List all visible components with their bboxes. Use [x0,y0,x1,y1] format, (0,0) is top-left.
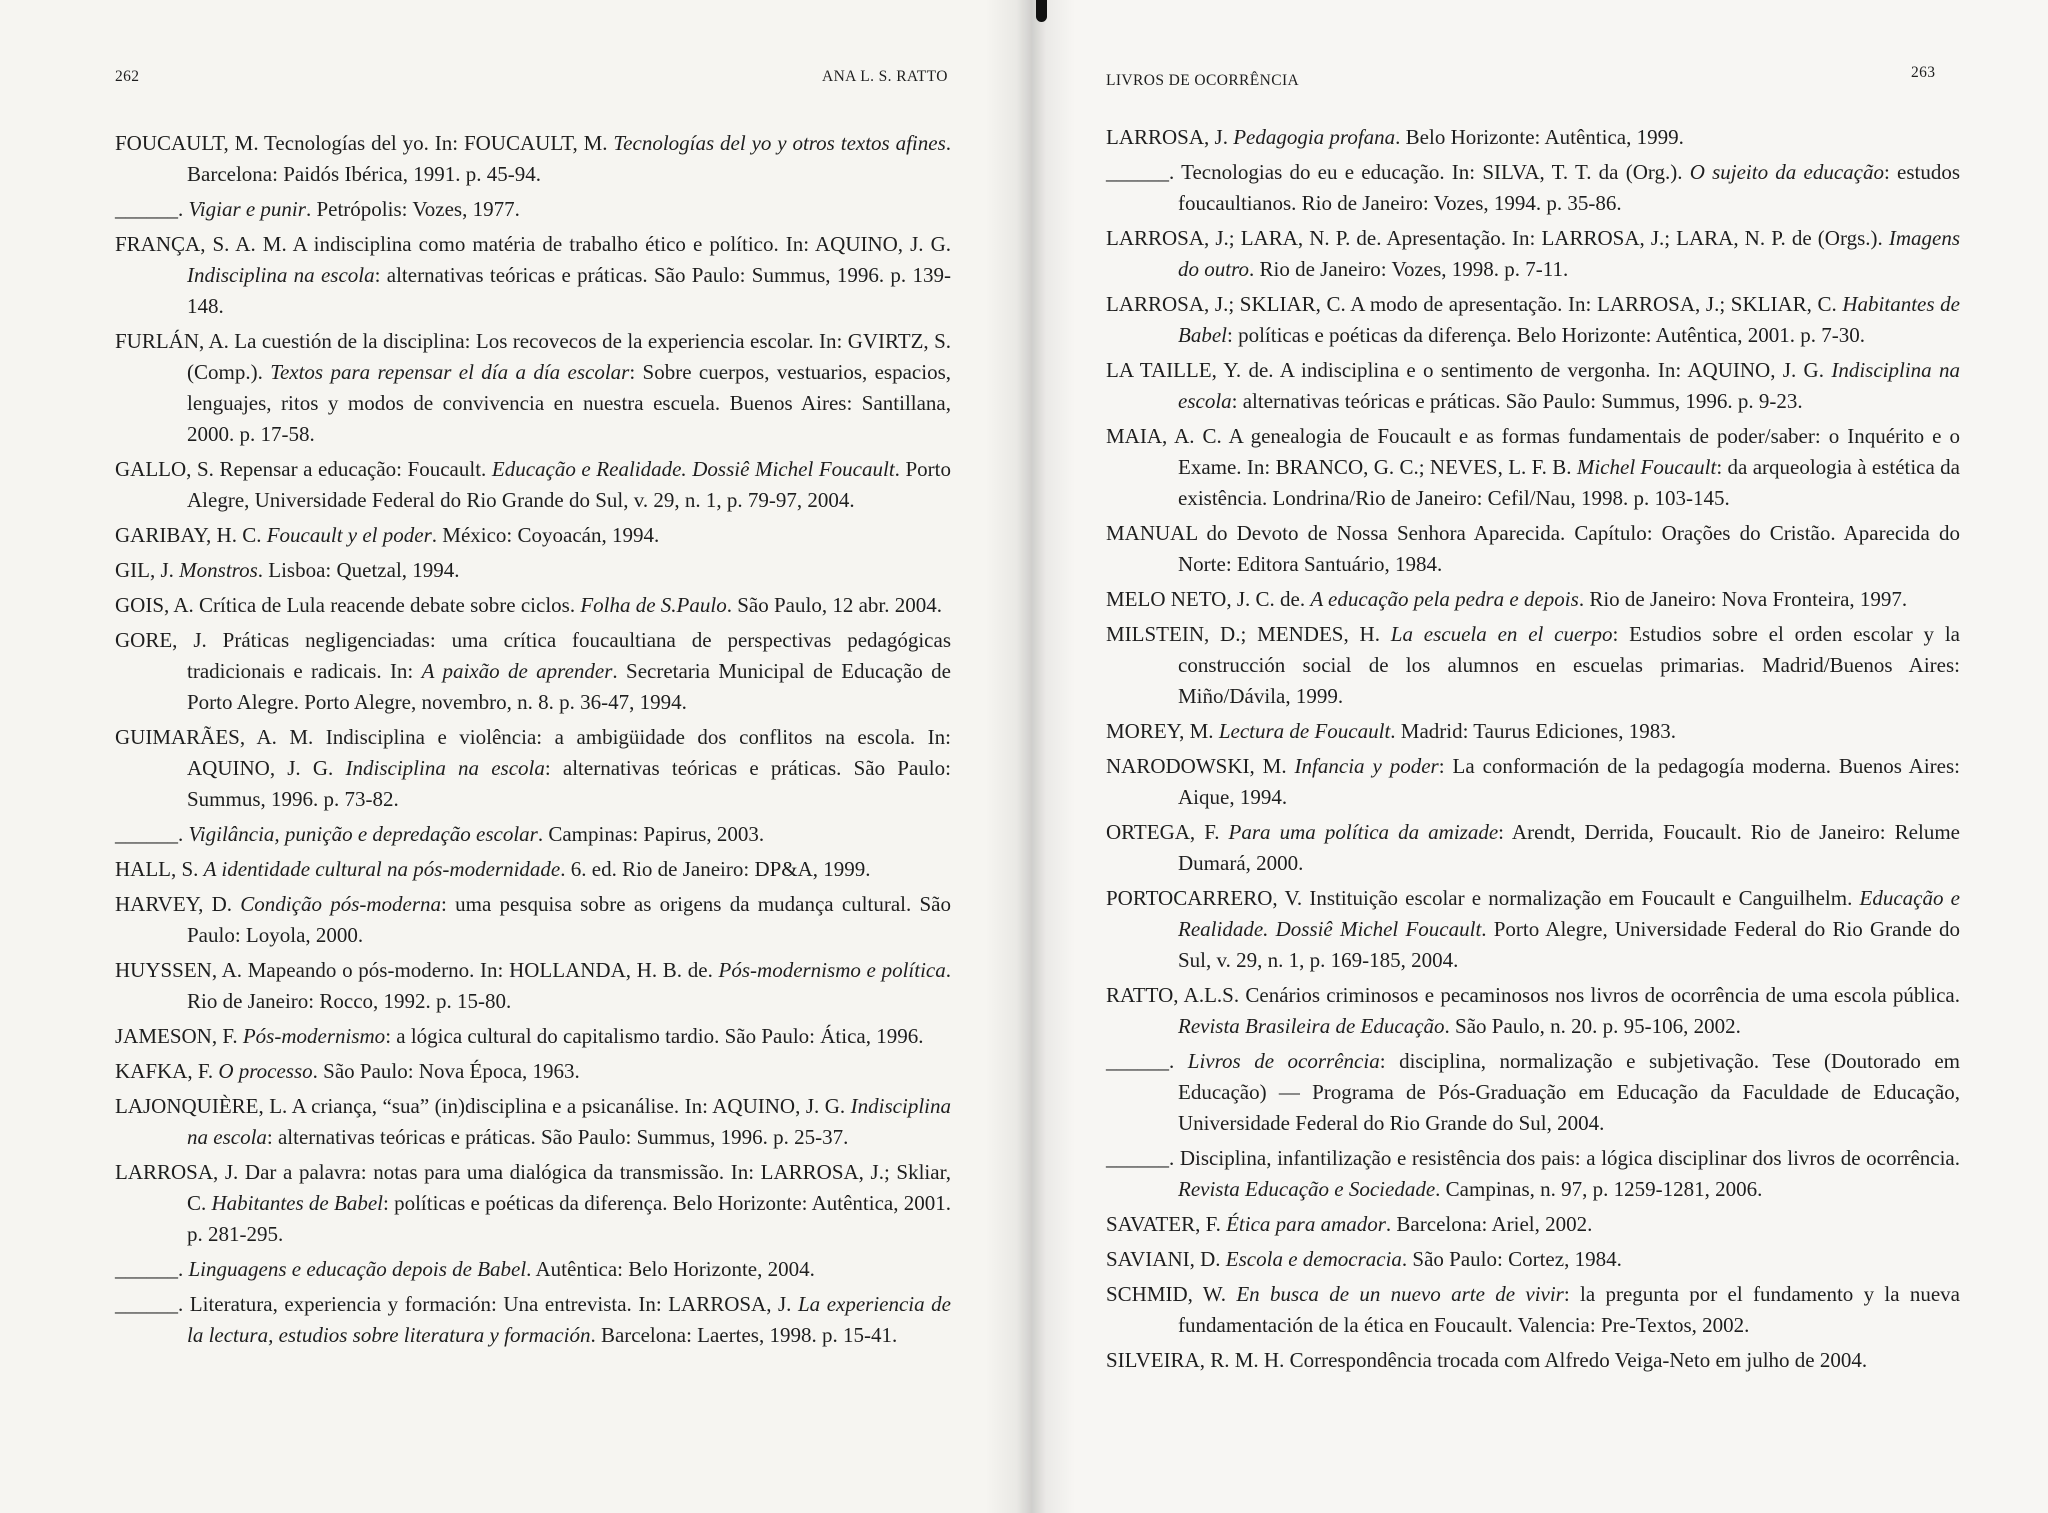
reference-entry: LARROSA, J. Pedagogia profana. Belo Horizonte: Autêntica, 1999. [1106,125,1684,149]
reference-entry: ______. Vigiar e punir. Petrópolis: Vozes, 1977. [115,197,520,221]
reference-entry: HUYSSEN, A. Mapeando o pós-moderno. In: HOLLANDA, H. B. de. Pós-modernismo e política. Rio de Janeiro: Rocco, 1992. p. 15-80. [115,958,951,1013]
reference-entry: LARROSA, J.; LARA, N. P. de. Apresentação. In: LARROSA, J.; LARA, N. P. de (Orgs.). Imagens do outro. Rio de Janeiro: Vozes, 1998. p. 7-11. [1106,226,1960,281]
reference-entry: MELO NETO, J. C. de. A educação pela pedra e depois. Rio de Janeiro: Nova Fronteira, 1997. [1106,587,1908,611]
reference-entry: SAVATER, F. Ética para amador. Barcelona: Ariel, 2002. [1106,1212,1593,1236]
right-page [1024,0,2048,1513]
reference-entry: GOIS, A. Crítica de Lula reacende debate sobre ciclos. Folha de S.Paulo. São Paulo, 12 abr. 2004. [115,593,942,617]
bookmark-tab [1036,0,1047,22]
reference-entry: KAFKA, F. O processo. São Paulo: Nova Época, 1963. [115,1059,580,1083]
reference-entry: FOUCAULT, M. Tecnologías del yo. In: FOUCAULT, M. Tecnologías del yo y otros textos afines. Barcelona: Paidós Ibérica, 1991. p. 45-94. [115,131,952,186]
page-number-right: 263 [1911,64,1936,81]
reference-entry: FURLÁN, A. La cuestión de la disciplina: Los recovecos de la experiencia escolar. In: GVIRTZ, S. (Comp.). Textos para repensar el día a día escolar: Sobre cuerpos, vestuarios, espacios, lenguajes, ritos y modos de convivencia en nuestra escuela. Buenos Aires: Santillana, 2000. p. 17-58. [115,329,951,446]
reference-entry: PORTOCARRERO, V. Instituição escolar e normalização em Foucault e Canguilhelm. Educação e Realidade. Dossiê Michel Foucault. Porto Alegre, Universidade Federal do Rio Grande do Sul, v. 29, n. 1, p. 169-185, 2004. [1106,886,1961,972]
reference-entry: LA TAILLE, Y. de. A indisciplina e o sentimento de vergonha. In: AQUINO, J. G. Indisciplina na escola: alternativas teóricas e práticas. São Paulo: Summus, 1996. p. 9-23. [1106,358,1960,413]
reference-list-left [115,128,951,1355]
reference-entry: MAIA, A. C. A genealogia de Foucault e as formas fundamentais de poder/saber: o Inquérito e o Exame. In: BRANCO, G. C.; NEVES, L. F. B. Michel Foucault: da arqueologia à estética da existência. Londrina/Rio de Janeiro: Cefil/Nau, 1998. p. 103-145. [1106,424,1961,510]
reference-entry: ______. Tecnologias do eu e educação. In: SILVA, T. T. da (Org.). O sujeito da educação: estudos foucaultianos. Rio de Janeiro: Vozes, 1994. p. 35-86. [1106,160,1961,215]
page-number-left: 262 [115,68,140,85]
reference-entry: SCHMID, W. En busca de un nuevo arte de vivir: la pregunta por el fundamento y la nueva fundamentación de la ética en Foucault. Valencia: Pre-Textos, 2002. [1106,1282,1960,1337]
running-head-left: ANA L. S. RATTO [822,68,948,85]
reference-entry: ______. Disciplina, infantilização e resistência dos pais: a lógica disciplinar dos livros de ocorrência. Revista Educação e Sociedade. Campinas, n. 97, p. 1259-1281, 2006. [1106,1146,1960,1201]
reference-entry: ______. Linguagens e educação depois de Babel. Autêntica: Belo Horizonte, 2004. [115,1257,815,1281]
reference-entry: GORE, J. Práticas negligenciadas: uma crítica foucaultiana de perspectivas pedagógicas tradicionais e radicais. In: A paixão de aprender. Secretaria Municipal de Educação de Porto Alegre. Porto Alegre, novembro, n. 8. p. 36-47, 1994. [115,628,951,714]
reference-entry: MOREY, M. Lectura de Foucault. Madrid: Taurus Ediciones, 1983. [1106,719,1676,743]
reference-entry: LARROSA, J.; SKLIAR, C. A modo de apresentação. In: LARROSA, J.; SKLIAR, C. Habitantes de Babel: políticas e poéticas da diferença. Belo Horizonte: Autêntica, 2001. p. 7-30. [1106,292,1960,347]
reference-entry: SILVEIRA, R. M. H. Correspondência trocada com Alfredo Veiga-Neto em julho de 2004. [1106,1348,1868,1372]
reference-entry: GIL, J. Monstros. Lisboa: Quetzal, 1994. [115,558,460,582]
reference-entry: GARIBAY, H. C. Foucault y el poder. México: Coyoacán, 1994. [115,523,660,547]
reference-entry: NARODOWSKI, M. Infancia y poder: La conformación de la pedagogía moderna. Buenos Aires: Aique, 1994. [1106,754,1960,809]
reference-entry: JAMESON, F. Pós-modernismo: a lógica cultural do capitalismo tardio. São Paulo: Ática, 1996. [115,1024,924,1048]
reference-entry: MILSTEIN, D.; MENDES, H. La escuela en el cuerpo: Estudios sobre el orden escolar y la construcción social de los alumnos en escuelas primarias. Madrid/Buenos Aires: Miño/Dávila, 1999. [1106,622,1960,708]
running-head-right: LIVROS DE OCORRÊNCIA [1106,72,1300,89]
reference-entry: ______. Vigilância, punição e depredação escolar. Campinas: Papirus, 2003. [115,822,765,846]
reference-entry: ______. Literatura, experiencia y formación: Una entrevista. In: LARROSA, J. La experiencia de la lectura, estudios sobre literatura y formación. Barcelona: Laertes, 1998. p. 15-41. [115,1292,951,1347]
reference-entry: LAJONQUIÈRE, L. A criança, “sua” (in)disciplina e a psicanálise. In: AQUINO, J. G. Indisciplina na escola: alternativas teóricas e práticas. São Paulo: Summus, 1996. p. 25-37. [115,1094,951,1149]
reference-entry: SAVIANI, D. Escola e democracia. São Paulo: Cortez, 1984. [1106,1247,1622,1271]
reference-entry: HALL, S. A identidade cultural na pós-modernidade. 6. ed. Rio de Janeiro: DP&A, 1999. [115,857,871,881]
reference-entry: RATTO, A.L.S. Cenários criminosos e pecaminosos nos livros de ocorrência de uma escola pública. Revista Brasileira de Educação. São Paulo, n. 20. p. 95-106, 2002. [1106,983,1960,1038]
reference-entry: ORTEGA, F. Para uma política da amizade: Arendt, Derrida, Foucault. Rio de Janeiro: Relume Dumará, 2000. [1106,820,1960,875]
reference-entry: GUIMARÃES, A. M. Indisciplina e violência: a ambigüidade dos conflitos na escola. In: AQUINO, J. G. Indisciplina na escola: alternativas teóricas e práticas. São Paulo: Summus, 1996. p. 73-82. [115,725,951,811]
reference-entry: LARROSA, J. Dar a palavra: notas para uma dialógica da transmissão. In: LARROSA, J.; Skliar, C. Habitantes de Babel: políticas e poéticas da diferença. Belo Horizonte: Autêntica, 2001. p. 281-295. [115,1160,951,1246]
reference-entry: MANUAL do Devoto de Nossa Senhora Aparecida. Capítulo: Orações do Cristão. Aparecida do Norte: Editora Santuário, 1984. [1106,521,1960,576]
reference-entry: FRANÇA, S. A. M. A indisciplina como matéria de trabalho ético e político. In: AQUINO, J. G. Indisciplina na escola: alternativas teóricas e práticas. São Paulo: Summus, 1996. p. 139-148. [115,232,951,318]
reference-entry: GALLO, S. Repensar a educação: Foucault. Educação e Realidade. Dossiê Michel Foucault. Porto Alegre, Universidade Federal do Rio Grande do Sul, v. 29, n. 1, p. 79-97, 2004. [115,457,951,512]
reference-entry: HARVEY, D. Condição pós-moderna: uma pesquisa sobre as origens da mudança cultural. São Paulo: Loyola, 2000. [115,892,951,947]
reference-list-right [1106,122,1960,1380]
reference-entry: ______. Livros de ocorrência: disciplina, normalização e subjetivação. Tese (Doutorado em Educação) — Programa de Pós-Graduação em Educação da Faculdade de Educação, Universidade Federal do Rio Grande do Sul, 2004. [1106,1049,1961,1135]
